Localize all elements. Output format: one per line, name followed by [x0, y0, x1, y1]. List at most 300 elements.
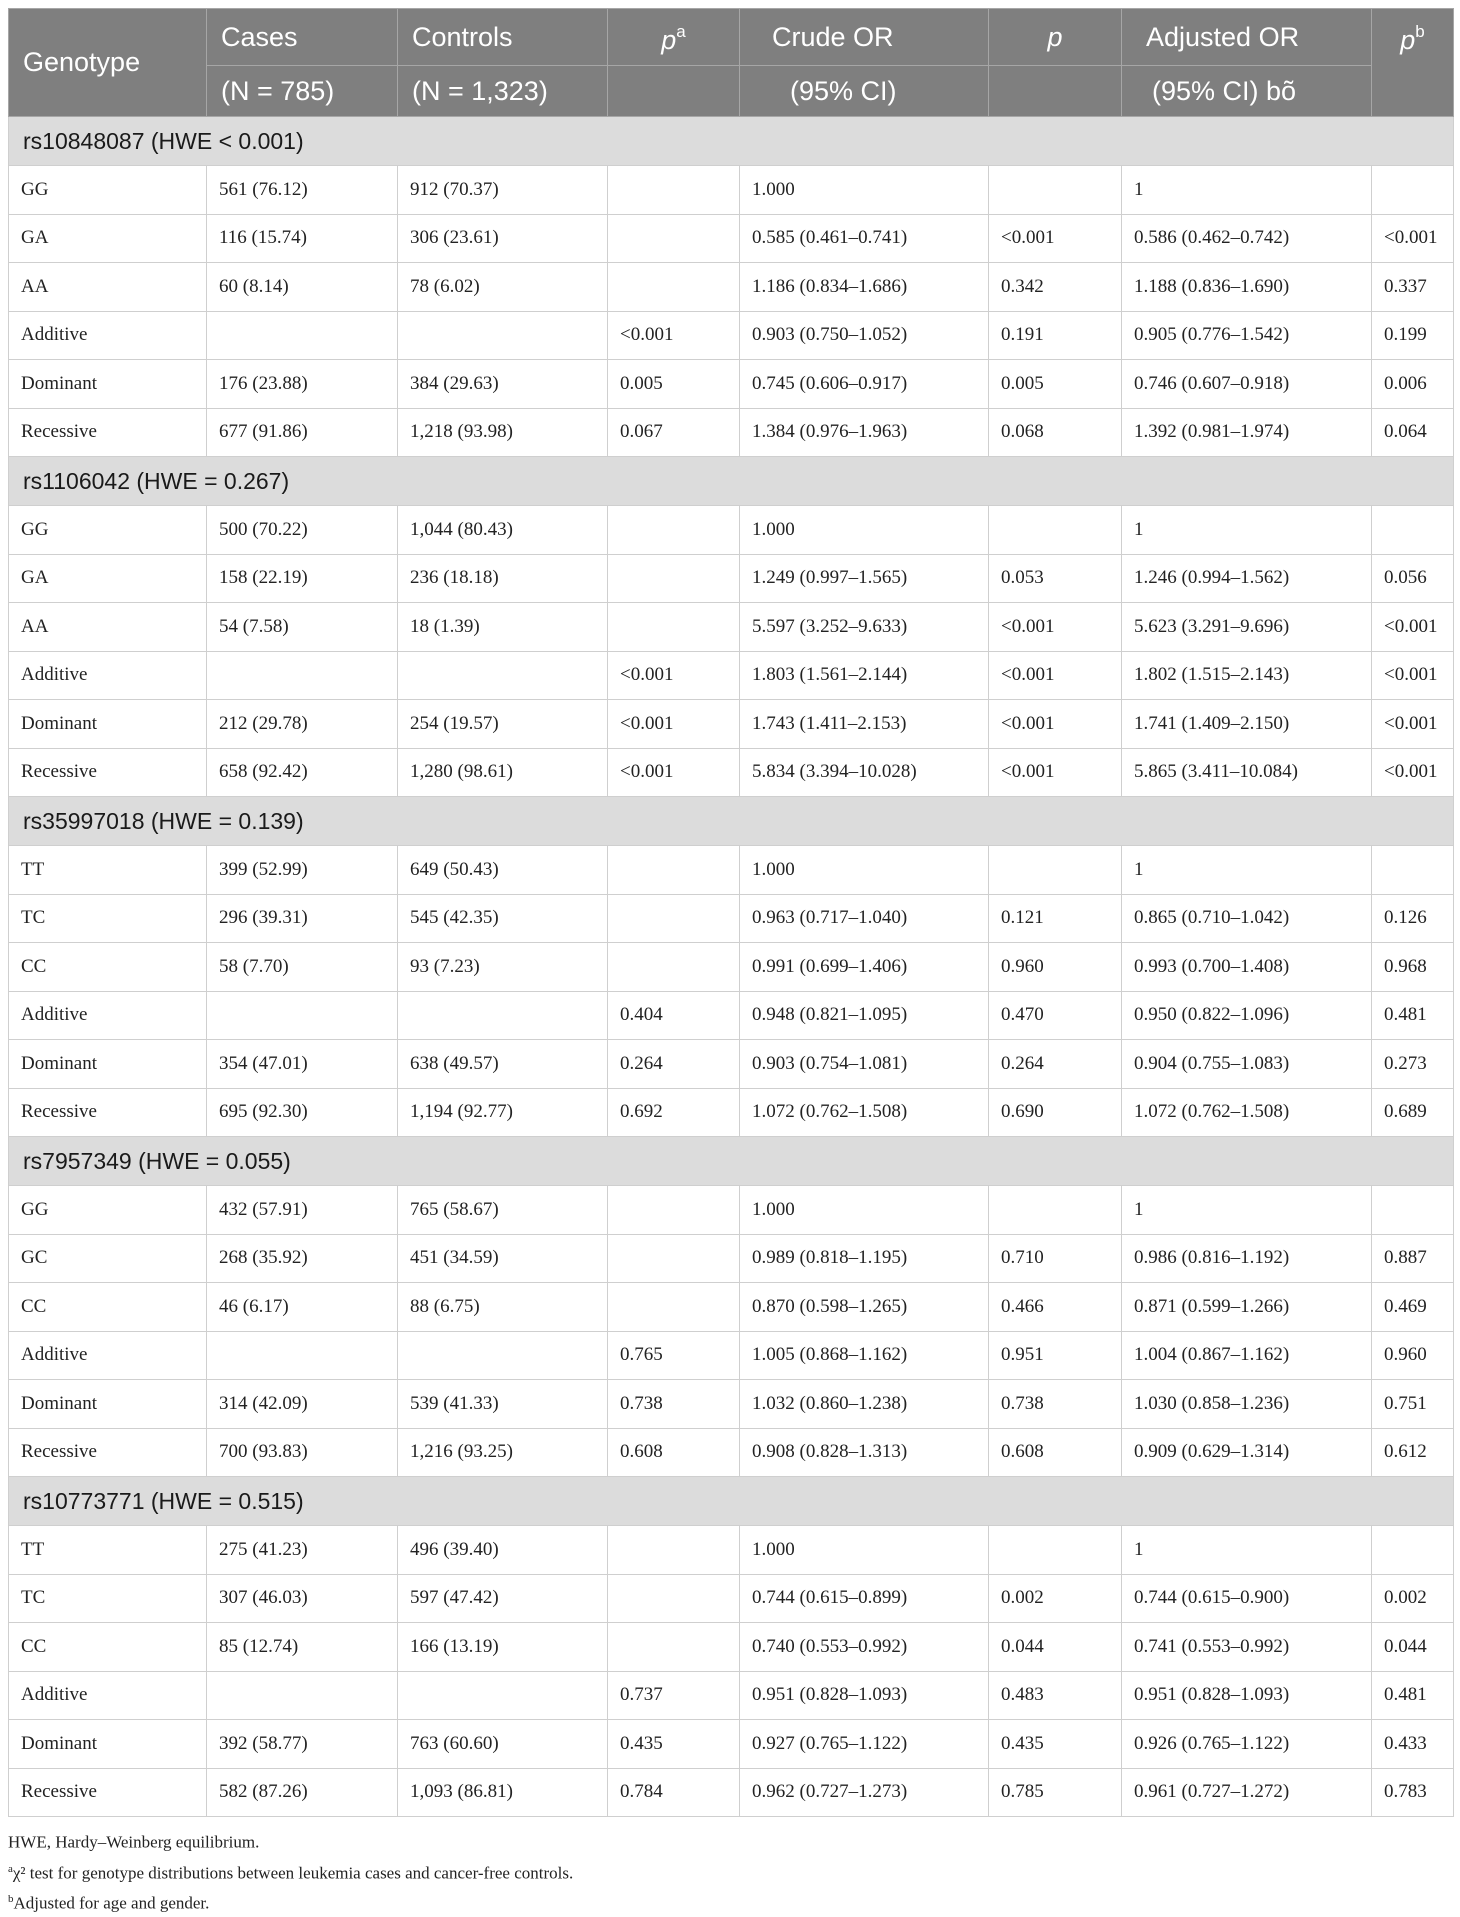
cell-p-b: 0.002 — [1372, 1574, 1454, 1623]
cell-genotype: Dominant — [9, 1720, 207, 1769]
cell-controls: 254 (19.57) — [398, 700, 608, 749]
cell-controls: 451 (34.59) — [398, 1234, 608, 1283]
section-title: rs1106042 (HWE = 0.267) — [9, 457, 1454, 506]
header-crude-ci: (95% CI) — [740, 66, 989, 117]
cell-adjusted-or: 1.802 (1.515–2.143) — [1122, 651, 1372, 700]
cell-cases: 268 (35.92) — [207, 1234, 398, 1283]
cell-p: 0.710 — [989, 1234, 1122, 1283]
cell-controls: 1,218 (93.98) — [398, 408, 608, 457]
table-container — [8, 8, 1453, 1917]
cell-p: <0.001 — [989, 214, 1122, 263]
header-genotype: Genotype — [9, 9, 207, 117]
cell-adjusted-or: 1.741 (1.409–2.150) — [1122, 700, 1372, 749]
cell-genotype: GA — [9, 214, 207, 263]
cell-cases: 296 (39.31) — [207, 894, 398, 943]
cell-crude-or: 0.745 (0.606–0.917) — [740, 360, 989, 409]
cell-adjusted-or: 0.950 (0.822–1.096) — [1122, 991, 1372, 1040]
cell-p-a — [608, 1234, 740, 1283]
cell-crude-or: 0.903 (0.750–1.052) — [740, 311, 989, 360]
cell-adjusted-or: 1 — [1122, 1186, 1372, 1235]
header-p-a-blank — [608, 66, 740, 117]
cell-cases: 116 (15.74) — [207, 214, 398, 263]
cell-p-a: 0.738 — [608, 1380, 740, 1429]
cell-controls — [398, 311, 608, 360]
cell-p: 0.435 — [989, 1720, 1122, 1769]
cell-adjusted-or: 0.905 (0.776–1.542) — [1122, 311, 1372, 360]
cell-p-b: 0.481 — [1372, 991, 1454, 1040]
cell-p-a — [608, 214, 740, 263]
table-row — [9, 1283, 1454, 1332]
cell-controls: 545 (42.35) — [398, 894, 608, 943]
cell-adjusted-or: 0.993 (0.700–1.408) — [1122, 943, 1372, 992]
cell-adjusted-or: 0.586 (0.462–0.742) — [1122, 214, 1372, 263]
cell-adjusted-or: 1.030 (0.858–1.236) — [1122, 1380, 1372, 1429]
cell-p-b: 0.887 — [1372, 1234, 1454, 1283]
cell-p: 0.068 — [989, 408, 1122, 457]
cell-p-a — [608, 894, 740, 943]
cell-controls: 649 (50.43) — [398, 846, 608, 895]
table-row — [9, 1526, 1454, 1575]
cell-adjusted-or: 5.623 (3.291–9.696) — [1122, 603, 1372, 652]
cell-adjusted-or: 1.392 (0.981–1.974) — [1122, 408, 1372, 457]
cell-adjusted-or: 0.961 (0.727–1.272) — [1122, 1768, 1372, 1817]
cell-crude-or: 0.870 (0.598–1.265) — [740, 1283, 989, 1332]
section-header-row — [9, 117, 1454, 166]
footnote — [8, 1825, 1453, 1856]
cell-p-a — [608, 943, 740, 992]
header-cases: Cases — [207, 9, 398, 66]
cell-controls: 1,044 (80.43) — [398, 506, 608, 555]
cell-p: 0.466 — [989, 1283, 1122, 1332]
cell-controls: 496 (39.40) — [398, 1526, 608, 1575]
cell-cases: 561 (76.12) — [207, 166, 398, 215]
cell-controls — [398, 1671, 608, 1720]
cell-genotype: CC — [9, 1283, 207, 1332]
cell-p-b: 0.126 — [1372, 894, 1454, 943]
footnotes — [8, 1825, 1453, 1917]
table-row — [9, 1720, 1454, 1769]
cell-p-a: 0.737 — [608, 1671, 740, 1720]
cell-p-a — [608, 1623, 740, 1672]
cell-cases: 212 (29.78) — [207, 700, 398, 749]
cell-adjusted-or: 1 — [1122, 506, 1372, 555]
cell-genotype: AA — [9, 603, 207, 652]
cell-genotype: GA — [9, 554, 207, 603]
cell-p-a: 0.692 — [608, 1088, 740, 1137]
cell-p-a — [608, 554, 740, 603]
cell-cases: 677 (91.86) — [207, 408, 398, 457]
cell-p-b: 0.481 — [1372, 1671, 1454, 1720]
cell-genotype: TT — [9, 1526, 207, 1575]
table-row — [9, 1380, 1454, 1429]
cell-cases — [207, 651, 398, 700]
cell-p-b: 0.612 — [1372, 1428, 1454, 1477]
cell-crude-or: 0.740 (0.553–0.992) — [740, 1623, 989, 1672]
cell-controls: 18 (1.39) — [398, 603, 608, 652]
cell-genotype: Additive — [9, 651, 207, 700]
cell-adjusted-or: 1 — [1122, 1526, 1372, 1575]
cell-genotype: Recessive — [9, 408, 207, 457]
table-header — [9, 9, 1454, 117]
cell-p-a — [608, 603, 740, 652]
cell-p-b — [1372, 1186, 1454, 1235]
cell-cases: 60 (8.14) — [207, 263, 398, 312]
cell-controls: 1,194 (92.77) — [398, 1088, 608, 1137]
cell-p-b: <0.001 — [1372, 748, 1454, 797]
cell-cases: 392 (58.77) — [207, 1720, 398, 1769]
table-row — [9, 506, 1454, 555]
cell-cases: 658 (92.42) — [207, 748, 398, 797]
section-title: rs7957349 (HWE = 0.055) — [9, 1137, 1454, 1186]
cell-genotype: TT — [9, 846, 207, 895]
cell-cases: 58 (7.70) — [207, 943, 398, 992]
cell-adjusted-or: 0.871 (0.599–1.266) — [1122, 1283, 1372, 1332]
header-controls: Controls — [398, 9, 608, 66]
cell-controls: 765 (58.67) — [398, 1186, 608, 1235]
cell-adjusted-or: 0.741 (0.553–0.992) — [1122, 1623, 1372, 1672]
cell-cases: 85 (12.74) — [207, 1623, 398, 1672]
cell-p-a: <0.001 — [608, 748, 740, 797]
cell-p: 0.005 — [989, 360, 1122, 409]
cell-p-a — [608, 1526, 740, 1575]
cell-crude-or: 1.743 (1.411–2.153) — [740, 700, 989, 749]
table-row — [9, 1040, 1454, 1089]
table-row — [9, 748, 1454, 797]
cell-adjusted-or: 1.246 (0.994–1.562) — [1122, 554, 1372, 603]
cell-adjusted-or: 1 — [1122, 166, 1372, 215]
cell-p: 0.121 — [989, 894, 1122, 943]
footnote — [8, 1856, 1453, 1887]
genotype-association-table — [8, 8, 1454, 1817]
cell-p: 0.738 — [989, 1380, 1122, 1429]
table-row — [9, 846, 1454, 895]
table-row — [9, 894, 1454, 943]
cell-p: 0.690 — [989, 1088, 1122, 1137]
cell-genotype: Dominant — [9, 360, 207, 409]
cell-p: 0.342 — [989, 263, 1122, 312]
cell-genotype: TC — [9, 894, 207, 943]
cell-p-a: 0.067 — [608, 408, 740, 457]
cell-cases: 176 (23.88) — [207, 360, 398, 409]
section-header-row — [9, 1137, 1454, 1186]
cell-adjusted-or: 0.926 (0.765–1.122) — [1122, 1720, 1372, 1769]
cell-p-b: 0.433 — [1372, 1720, 1454, 1769]
cell-controls: 539 (41.33) — [398, 1380, 608, 1429]
cell-controls: 78 (6.02) — [398, 263, 608, 312]
footnote-marker: b — [8, 1893, 14, 1906]
header-crude-or: Crude OR — [740, 9, 989, 66]
cell-p: 0.483 — [989, 1671, 1122, 1720]
header-p-b — [1372, 9, 1454, 117]
cell-p-b: 0.960 — [1372, 1331, 1454, 1380]
cell-p-b: <0.001 — [1372, 214, 1454, 263]
cell-crude-or: 1.000 — [740, 166, 989, 215]
cell-cases: 582 (87.26) — [207, 1768, 398, 1817]
cell-p-b: 0.006 — [1372, 360, 1454, 409]
cell-cases — [207, 991, 398, 1040]
cell-crude-or: 1.186 (0.834–1.686) — [740, 263, 989, 312]
header-p-b-sup: b — [1415, 22, 1425, 41]
table-row — [9, 554, 1454, 603]
cell-genotype: Recessive — [9, 1088, 207, 1137]
header-p-a-sup: a — [676, 22, 686, 41]
cell-p-a: 0.435 — [608, 1720, 740, 1769]
cell-crude-or: 0.908 (0.828–1.313) — [740, 1428, 989, 1477]
section-header-row — [9, 457, 1454, 506]
table-row — [9, 1671, 1454, 1720]
cell-crude-or: 0.744 (0.615–0.899) — [740, 1574, 989, 1623]
cell-p-b — [1372, 846, 1454, 895]
cell-crude-or: 0.903 (0.754–1.081) — [740, 1040, 989, 1089]
cell-crude-or: 0.962 (0.727–1.273) — [740, 1768, 989, 1817]
section-title: rs35997018 (HWE = 0.139) — [9, 797, 1454, 846]
cell-genotype: GG — [9, 166, 207, 215]
cell-p-b: 0.337 — [1372, 263, 1454, 312]
cell-adjusted-or: 0.909 (0.629–1.314) — [1122, 1428, 1372, 1477]
cell-adjusted-or: 1 — [1122, 846, 1372, 895]
cell-controls: 763 (60.60) — [398, 1720, 608, 1769]
header-p-b-label: p — [1400, 25, 1416, 55]
cell-genotype: Recessive — [9, 748, 207, 797]
cell-controls: 1,093 (86.81) — [398, 1768, 608, 1817]
cell-p — [989, 166, 1122, 215]
footnote-text: HWE, Hardy–Weinberg equilibrium. — [8, 1832, 260, 1852]
cell-cases: 700 (93.83) — [207, 1428, 398, 1477]
cell-p-b: 0.751 — [1372, 1380, 1454, 1429]
cell-cases — [207, 1331, 398, 1380]
cell-genotype: Additive — [9, 1331, 207, 1380]
cell-crude-or: 0.989 (0.818–1.195) — [740, 1234, 989, 1283]
cell-crude-or: 0.948 (0.821–1.095) — [740, 991, 989, 1040]
table-row — [9, 1234, 1454, 1283]
cell-crude-or: 0.963 (0.717–1.040) — [740, 894, 989, 943]
header-p-a-label: p — [661, 25, 677, 55]
cell-crude-or: 1.032 (0.860–1.238) — [740, 1380, 989, 1429]
cell-crude-or: 0.585 (0.461–0.741) — [740, 214, 989, 263]
cell-controls: 93 (7.23) — [398, 943, 608, 992]
header-p — [989, 9, 1122, 66]
cell-p: <0.001 — [989, 603, 1122, 652]
cell-adjusted-or: 0.744 (0.615–0.900) — [1122, 1574, 1372, 1623]
section-header-row — [9, 797, 1454, 846]
cell-p: 0.044 — [989, 1623, 1122, 1672]
cell-genotype: Additive — [9, 1671, 207, 1720]
cell-p-a: <0.001 — [608, 651, 740, 700]
cell-p: 0.002 — [989, 1574, 1122, 1623]
cell-p-b — [1372, 506, 1454, 555]
cell-p-b: 0.273 — [1372, 1040, 1454, 1089]
cell-p: 0.951 — [989, 1331, 1122, 1380]
cell-p-a: 0.404 — [608, 991, 740, 1040]
header-p-blank — [989, 66, 1122, 117]
cell-p-b: 0.968 — [1372, 943, 1454, 992]
header-p-a — [608, 9, 740, 66]
cell-p-b — [1372, 1526, 1454, 1575]
cell-crude-or: 1.000 — [740, 1186, 989, 1235]
section-title: rs10848087 (HWE < 0.001) — [9, 117, 1454, 166]
table-row — [9, 1574, 1454, 1623]
table-row — [9, 360, 1454, 409]
cell-adjusted-or: 0.986 (0.816–1.192) — [1122, 1234, 1372, 1283]
cell-p-a: <0.001 — [608, 700, 740, 749]
cell-controls: 306 (23.61) — [398, 214, 608, 263]
cell-genotype: Dominant — [9, 1040, 207, 1089]
table-row — [9, 214, 1454, 263]
cell-crude-or: 0.927 (0.765–1.122) — [740, 1720, 989, 1769]
cell-genotype: GG — [9, 506, 207, 555]
cell-cases: 500 (70.22) — [207, 506, 398, 555]
cell-crude-or: 1.005 (0.868–1.162) — [740, 1331, 989, 1380]
table-row — [9, 651, 1454, 700]
footnote-marker: a — [8, 1862, 13, 1875]
cell-genotype: TC — [9, 1574, 207, 1623]
table-row — [9, 1088, 1454, 1137]
cell-genotype: GC — [9, 1234, 207, 1283]
table-row — [9, 311, 1454, 360]
cell-genotype: CC — [9, 943, 207, 992]
table-row — [9, 1768, 1454, 1817]
table-row — [9, 603, 1454, 652]
cell-p — [989, 506, 1122, 555]
header-adjusted-or: Adjusted OR — [1122, 9, 1372, 66]
cell-controls: 236 (18.18) — [398, 554, 608, 603]
cell-p — [989, 846, 1122, 895]
cell-p-b: 0.689 — [1372, 1088, 1454, 1137]
cell-p-b: 0.783 — [1372, 1768, 1454, 1817]
cell-controls: 638 (49.57) — [398, 1040, 608, 1089]
cell-controls — [398, 651, 608, 700]
cell-cases: 158 (22.19) — [207, 554, 398, 603]
cell-p-b: 0.056 — [1372, 554, 1454, 603]
cell-genotype: Dominant — [9, 1380, 207, 1429]
cell-p-a: 0.264 — [608, 1040, 740, 1089]
cell-p-a — [608, 166, 740, 215]
cell-p-a: 0.005 — [608, 360, 740, 409]
cell-genotype: GG — [9, 1186, 207, 1235]
cell-controls: 1,216 (93.25) — [398, 1428, 608, 1477]
cell-crude-or: 5.597 (3.252–9.633) — [740, 603, 989, 652]
cell-p-b: 0.064 — [1372, 408, 1454, 457]
cell-cases: 314 (42.09) — [207, 1380, 398, 1429]
cell-adjusted-or: 1.188 (0.836–1.690) — [1122, 263, 1372, 312]
section-title: rs10773771 (HWE = 0.515) — [9, 1477, 1454, 1526]
cell-p: 0.785 — [989, 1768, 1122, 1817]
cell-controls: 912 (70.37) — [398, 166, 608, 215]
cell-p-a: 0.608 — [608, 1428, 740, 1477]
cell-controls: 88 (6.75) — [398, 1283, 608, 1332]
cell-p: 0.053 — [989, 554, 1122, 603]
cell-p: <0.001 — [989, 748, 1122, 797]
cell-genotype: CC — [9, 1623, 207, 1672]
cell-cases — [207, 311, 398, 360]
cell-p-b — [1372, 166, 1454, 215]
cell-p-b: <0.001 — [1372, 651, 1454, 700]
cell-genotype: AA — [9, 263, 207, 312]
cell-cases: 54 (7.58) — [207, 603, 398, 652]
cell-crude-or: 0.951 (0.828–1.093) — [740, 1671, 989, 1720]
cell-controls: 1,280 (98.61) — [398, 748, 608, 797]
header-controls-n: (N = 1,323) — [398, 66, 608, 117]
cell-adjusted-or: 0.951 (0.828–1.093) — [1122, 1671, 1372, 1720]
cell-p: 0.191 — [989, 311, 1122, 360]
cell-p — [989, 1526, 1122, 1575]
cell-crude-or: 1.000 — [740, 1526, 989, 1575]
cell-genotype: Recessive — [9, 1428, 207, 1477]
cell-p-b: 0.469 — [1372, 1283, 1454, 1332]
cell-p-b: 0.199 — [1372, 311, 1454, 360]
header-cases-n: (N = 785) — [207, 66, 398, 117]
table-row — [9, 991, 1454, 1040]
cell-adjusted-or: 0.865 (0.710–1.042) — [1122, 894, 1372, 943]
cell-adjusted-or: 1.004 (0.867–1.162) — [1122, 1331, 1372, 1380]
cell-crude-or: 1.249 (0.997–1.565) — [740, 554, 989, 603]
cell-crude-or: 0.991 (0.699–1.406) — [740, 943, 989, 992]
cell-p — [989, 1186, 1122, 1235]
table-row — [9, 700, 1454, 749]
cell-adjusted-or: 0.746 (0.607–0.918) — [1122, 360, 1372, 409]
cell-p-b: 0.044 — [1372, 1623, 1454, 1672]
table-row — [9, 263, 1454, 312]
section-header-row — [9, 1477, 1454, 1526]
cell-cases — [207, 1671, 398, 1720]
cell-adjusted-or: 1.072 (0.762–1.508) — [1122, 1088, 1372, 1137]
cell-cases: 354 (47.01) — [207, 1040, 398, 1089]
cell-crude-or: 1.803 (1.561–2.144) — [740, 651, 989, 700]
cell-cases: 307 (46.03) — [207, 1574, 398, 1623]
cell-p: <0.001 — [989, 651, 1122, 700]
table-row — [9, 1623, 1454, 1672]
cell-cases: 399 (52.99) — [207, 846, 398, 895]
table-row — [9, 166, 1454, 215]
cell-controls: 166 (13.19) — [398, 1623, 608, 1672]
header-p-label: p — [1047, 21, 1063, 52]
cell-p-b: <0.001 — [1372, 603, 1454, 652]
cell-controls: 384 (29.63) — [398, 360, 608, 409]
footnote-text: χ² test for genotype distributions between leukemia cases and cancer-free controls. — [12, 1863, 574, 1883]
cell-cases: 275 (41.23) — [207, 1526, 398, 1575]
cell-crude-or: 1.384 (0.976–1.963) — [740, 408, 989, 457]
cell-cases: 432 (57.91) — [207, 1186, 398, 1235]
cell-genotype: Additive — [9, 991, 207, 1040]
cell-crude-or: 5.834 (3.394–10.028) — [740, 748, 989, 797]
cell-crude-or: 1.000 — [740, 846, 989, 895]
cell-p-a — [608, 1186, 740, 1235]
cell-controls — [398, 1331, 608, 1380]
cell-adjusted-or: 5.865 (3.411–10.084) — [1122, 748, 1372, 797]
cell-p: 0.264 — [989, 1040, 1122, 1089]
cell-controls: 597 (47.42) — [398, 1574, 608, 1623]
cell-genotype: Recessive — [9, 1768, 207, 1817]
table-row — [9, 943, 1454, 992]
cell-crude-or: 1.072 (0.762–1.508) — [740, 1088, 989, 1137]
cell-p-a — [608, 1283, 740, 1332]
cell-cases: 46 (6.17) — [207, 1283, 398, 1332]
cell-p: <0.001 — [989, 700, 1122, 749]
table-body — [9, 117, 1454, 1817]
cell-genotype: Dominant — [9, 700, 207, 749]
cell-p-a — [608, 263, 740, 312]
cell-cases: 695 (92.30) — [207, 1088, 398, 1137]
table-row — [9, 408, 1454, 457]
footnote — [8, 1886, 1453, 1917]
cell-p: 0.608 — [989, 1428, 1122, 1477]
cell-p-a — [608, 1574, 740, 1623]
cell-p-a: 0.784 — [608, 1768, 740, 1817]
cell-crude-or: 1.000 — [740, 506, 989, 555]
cell-p-a: <0.001 — [608, 311, 740, 360]
table-row — [9, 1186, 1454, 1235]
cell-p-a: 0.765 — [608, 1331, 740, 1380]
